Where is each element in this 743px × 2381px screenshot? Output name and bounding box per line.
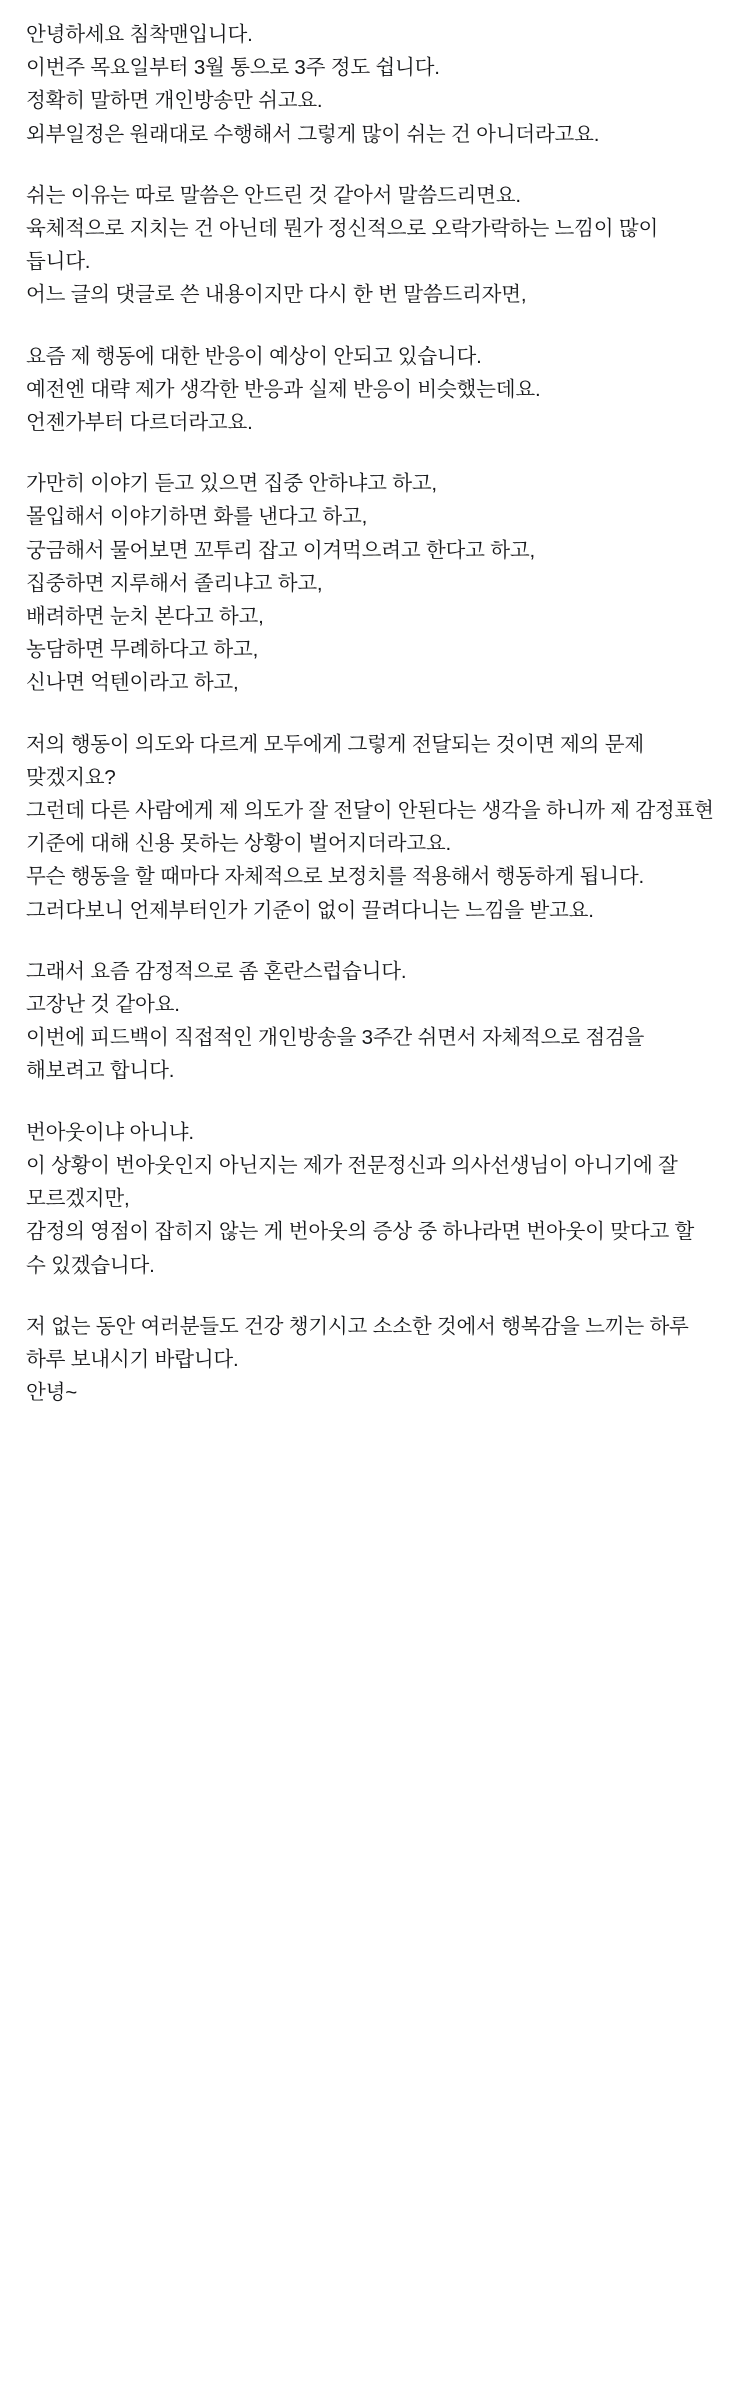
text-line: 예전엔 대략 제가 생각한 반응과 실제 반응이 비슷했는데요. xyxy=(26,377,541,401)
paragraph-5 xyxy=(26,728,717,927)
text-line: 요즘 제 행동에 대한 반응이 예상이 안되고 있습니다. xyxy=(26,344,482,368)
paragraph-2 xyxy=(26,179,717,312)
paragraph-3 xyxy=(26,340,717,440)
text-line: 그래서 요즘 감정적으로 좀 혼란스럽습니다. xyxy=(26,959,407,983)
text-line: 고장난 것 같아요. xyxy=(26,993,180,1017)
text-line: 언젠가부터 다르더라고요. xyxy=(26,411,253,435)
text-line: 그러다보니 언제부터인가 기준이 없이 끌려다니는 느낌을 받고요. xyxy=(26,898,594,922)
text-line: 외부일정은 원래대로 수행해서 그렇게 많이 쉬는 건 아니더라고요. xyxy=(26,122,600,146)
paragraph-gap xyxy=(26,151,717,179)
text-line: 배려하면 눈치 본다고 하고, xyxy=(26,605,264,629)
text-line: 이번에 피드백이 직접적인 개인방송을 3주간 쉬면서 자체적으로 점검을 해보려고 합니다. xyxy=(26,1026,645,1083)
text-line: 이 상황이 번아웃인지 아닌지는 제가 전문정신과 의사선생님이 아니기에 잘 모르겠지만, xyxy=(26,1153,678,1211)
text-line: 쉬는 이유는 따로 말씀은 안드린 것 같아서 말씀드리면요. xyxy=(26,183,521,207)
document-body xyxy=(26,18,717,1409)
text-line: 안녕하세요 침착맨입니다. xyxy=(26,23,253,46)
text-line: 궁금해서 물어보면 꼬투리 잡고 이겨먹으려고 한다고 하고, xyxy=(26,538,535,562)
paragraph-gap xyxy=(26,1282,717,1310)
text-line: 육체적으로 지치는 건 아닌데 뭔가 정신적으로 오락가락하는 느낌이 많이 듭니다. xyxy=(26,217,659,274)
text-line: 감정의 영점이 잡히지 않는 게 번아웃의 증상 중 하나라면 번아웃이 맞다고 할 수 있겠습니다. xyxy=(26,1220,695,1277)
paragraph-6 xyxy=(26,955,717,1088)
text-line: 농담하면 무례하다고 하고, xyxy=(26,638,259,662)
text-line: 저의 행동이 의도와 다르게 모두에게 그렇게 전달되는 것이면 제의 문제 맞겠지요? xyxy=(26,732,644,789)
text-line: 정확히 말하면 개인방송만 쉬고요. xyxy=(26,89,323,113)
paragraph-8 xyxy=(26,1310,717,1410)
text-line: 신나면 억텐이라고 하고, xyxy=(26,671,239,695)
paragraph-gap xyxy=(26,312,717,340)
paragraph-gap xyxy=(26,1088,717,1116)
paragraph-4 xyxy=(26,467,717,699)
paragraph-gap xyxy=(26,700,717,728)
text-line: 집중하면 지루해서 졸리냐고 하고, xyxy=(26,571,323,595)
paragraph-7 xyxy=(26,1116,717,1282)
text-line: 안녕~ xyxy=(26,1381,77,1405)
paragraph-gap xyxy=(26,927,717,955)
text-line: 그런데 다른 사람에게 제 의도가 잘 전달이 안된다는 생각을 하니까 제 감정표현 기준에 대해 신용 못하는 상황이 벌어지더라고요. xyxy=(26,799,714,856)
text-line: 이번주 목요일부터 3월 통으로 3주 정도 쉽니다. xyxy=(26,56,440,80)
paragraph-1 xyxy=(26,18,717,151)
text-line: 가만히 이야기 듣고 있으면 집중 안하냐고 하고, xyxy=(26,472,437,496)
text-line: 번아웃이냐 아니냐. xyxy=(26,1120,194,1144)
text-line: 몰입해서 이야기하면 화를 낸다고 하고, xyxy=(26,505,368,529)
text-line: 무슨 행동을 할 때마다 자체적으로 보정치를 적용해서 행동하게 됩니다. xyxy=(26,865,644,889)
text-line: 어느 글의 댓글로 쓴 내용이지만 다시 한 번 말씀드리자면, xyxy=(26,283,527,307)
paragraph-gap xyxy=(26,439,717,467)
text-line: 저 없는 동안 여러분들도 건강 챙기시고 소소한 것에서 행복감을 느끼는 하루 하루 보내시기 바랍니다. xyxy=(26,1314,689,1371)
